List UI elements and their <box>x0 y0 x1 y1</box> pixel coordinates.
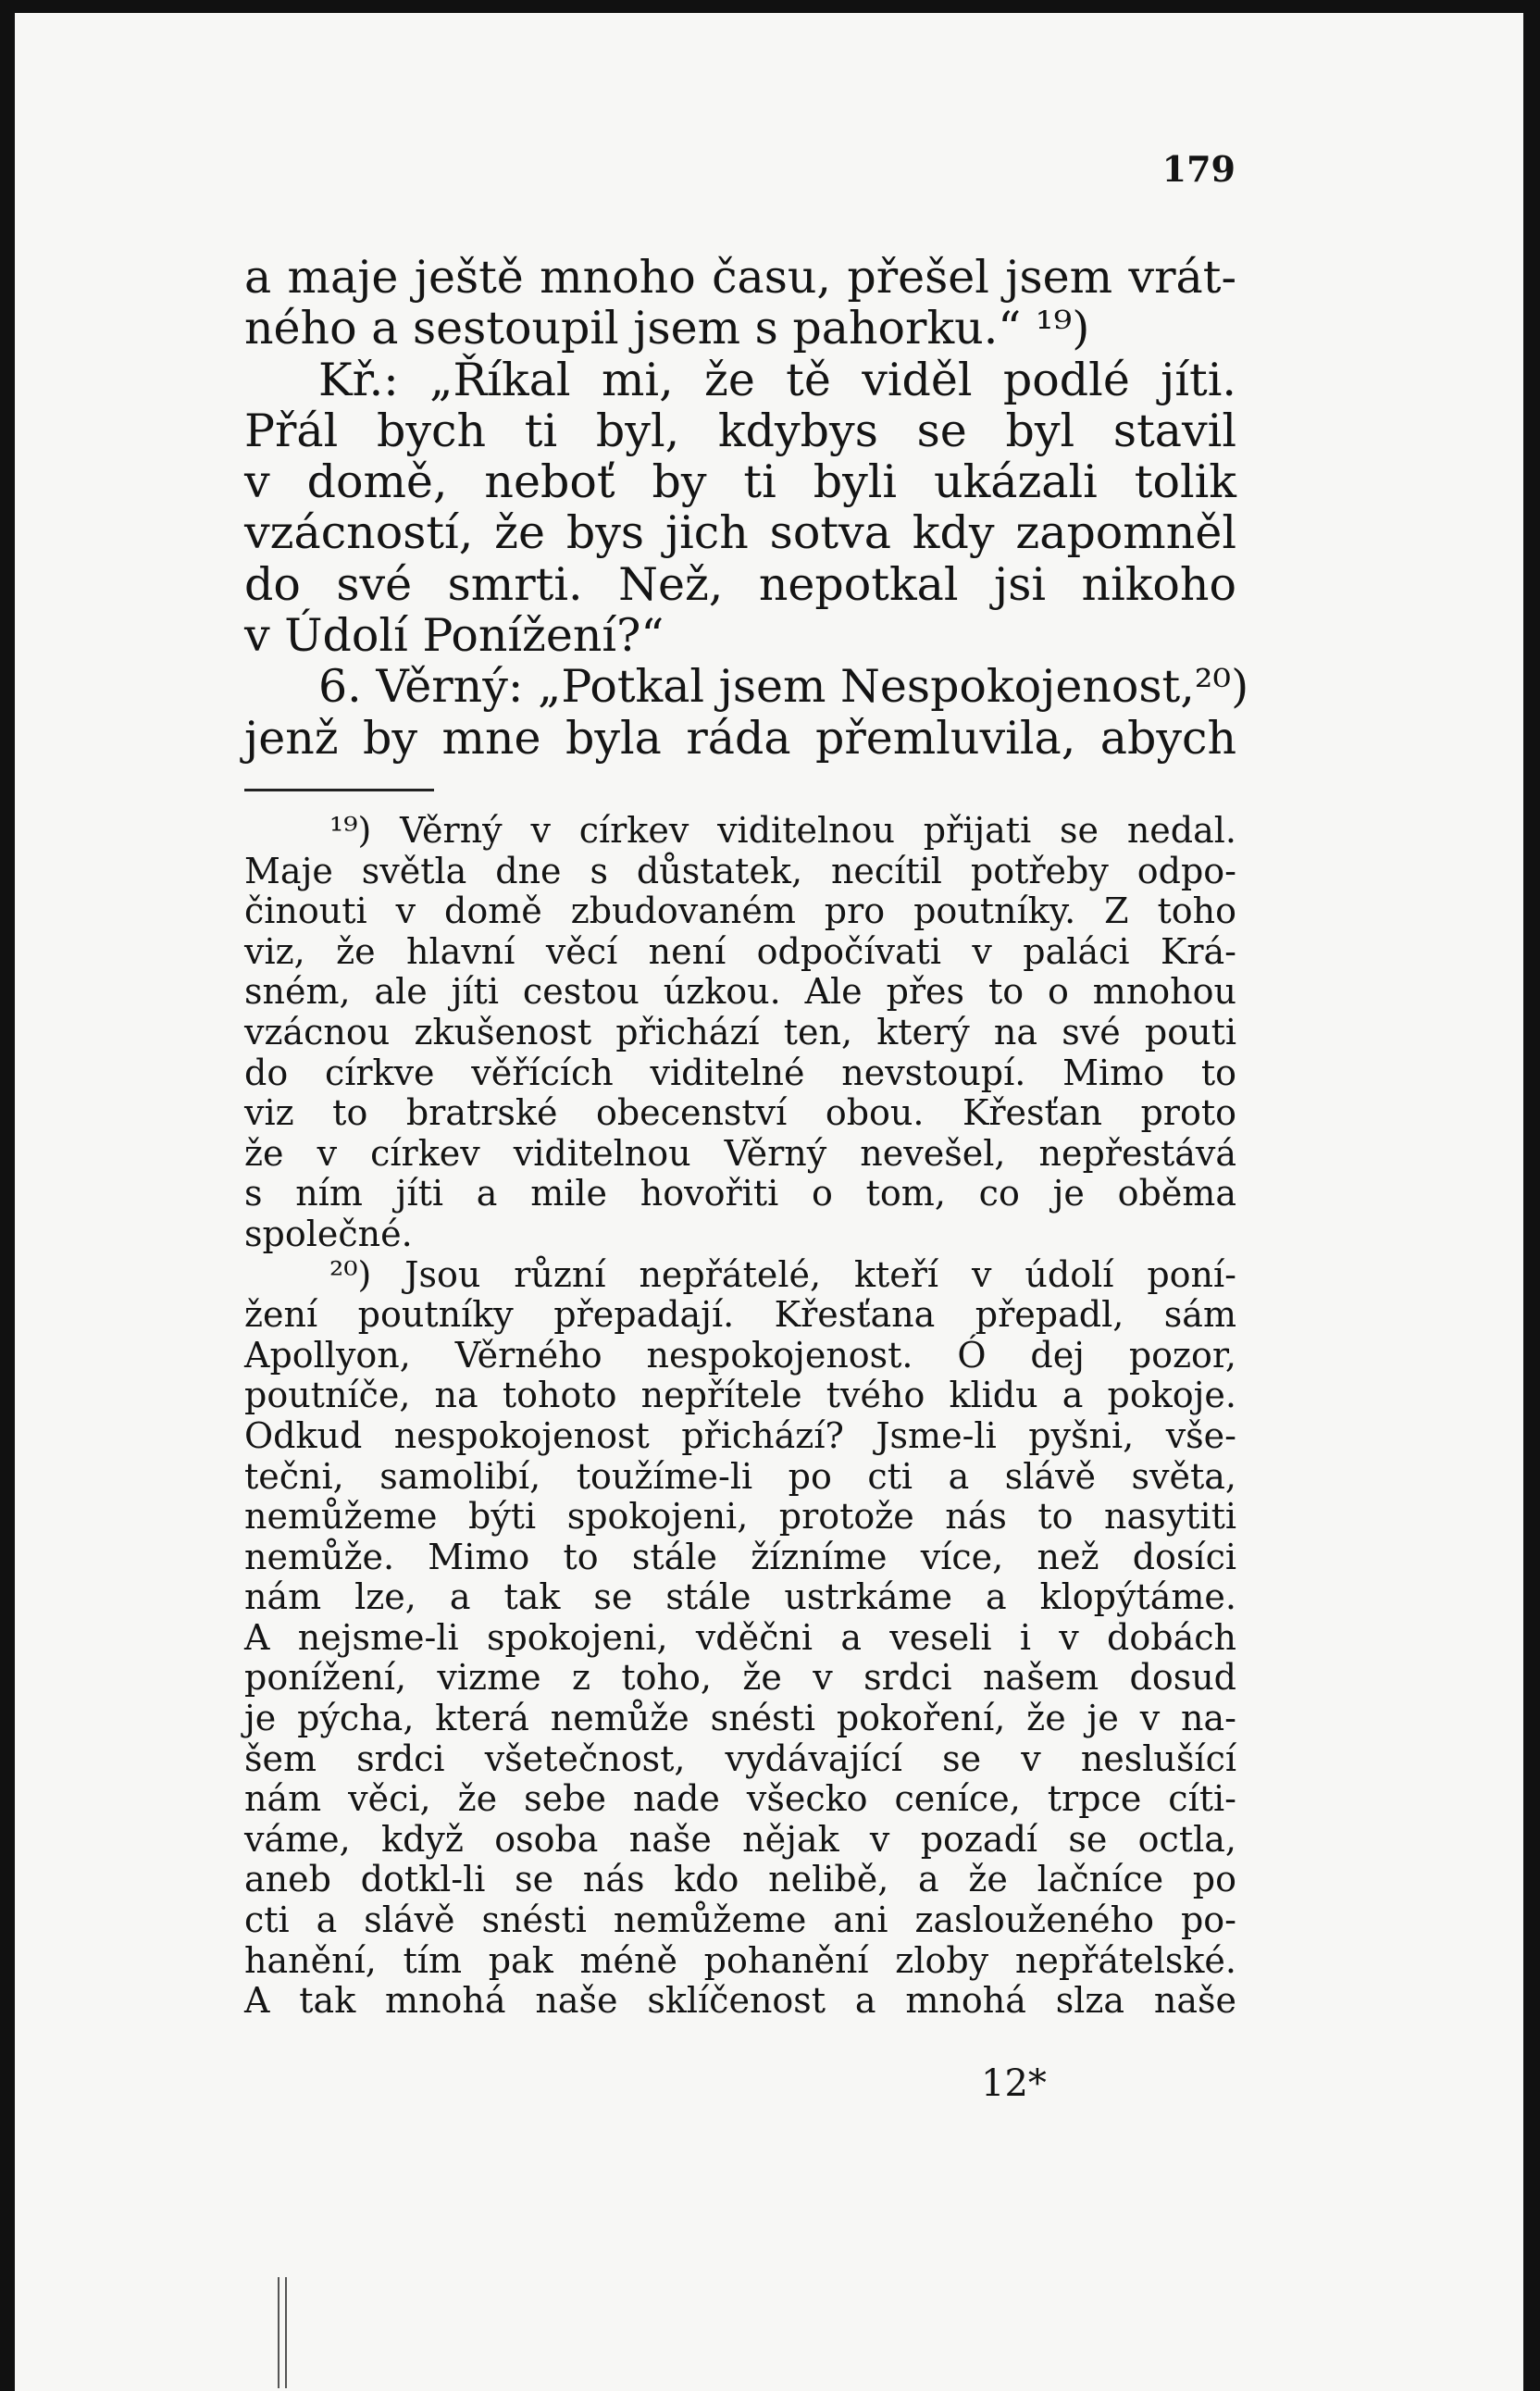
binding-marks <box>278 2277 305 2388</box>
scan-border-left <box>0 0 15 2391</box>
text-line: do své smrti. Než, nepotkal jsi nikoho <box>244 557 1236 611</box>
footnote-line: cti a slávě snésti nemůžeme ani zaslouženého po- <box>244 1899 1236 1941</box>
footnote-line: A tak mnohá naše sklíčenost a mnohá slza naše <box>244 1980 1236 2022</box>
footnote-line: vzácnou zkušenost přichází ten, který na své pouti <box>244 1011 1236 1052</box>
text-line: 6. Věrný: „Potkal jsem Nespokojenost,²⁰) <box>318 660 1249 714</box>
text-line: v Údolí Ponížení?“ <box>244 609 664 663</box>
footnote-line: aneb dotkl-li se nás kdo nelibě, a že lačníce po <box>244 1859 1236 1900</box>
scan-border-right <box>1523 0 1540 2391</box>
footnote-line: Odkud nespokojenost přichází? Jsme-li pyšni, vše- <box>244 1414 1236 1456</box>
footnote-line: A nejsme-li spokojeni, vděčni a veseli i v dobách <box>244 1616 1236 1658</box>
footnote-separator <box>244 789 434 791</box>
footnote-line: viz, že hlavní věcí není odpočívati v paláci Krá- <box>244 930 1236 972</box>
footnote-line: ²⁰) Jsou různí nepřátelé, kteří v údolí poní- <box>329 1253 1236 1295</box>
text-line: v domě, neboť by ti byli ukázali tolik <box>244 455 1236 509</box>
footnote-line: hanění, tím pak méně pohanění zloby nepřátelské. <box>244 1939 1236 1981</box>
footnote-line: poutníče, na tohoto nepřítele tvého klidu a pokoje. <box>244 1375 1236 1416</box>
footnote-line: šem srdci všetečnost, vydávající se v neslušící <box>244 1737 1236 1779</box>
footnote-line: do církve věřících viditelné nevstoupí. Mimo to <box>244 1052 1236 1093</box>
scan-border-top <box>0 0 1540 13</box>
footnote-line: váme, když osoba naše nějak v pozadí se octla, <box>244 1818 1236 1860</box>
text-line: Přál bych ti byl, kdybys se byl stavil <box>244 404 1236 457</box>
footnote-line: s ním jíti a mile hovořiti o tom, co je oběma <box>244 1173 1236 1214</box>
footnote-line: tečni, samolibí, toužíme-li po cti a slávě světa, <box>244 1455 1236 1497</box>
page-number: 179 <box>1161 148 1236 190</box>
text-line: jenž by mne byla ráda přemluvila, abych <box>244 711 1236 765</box>
footnote-line: Apollyon, Věrného nespokojenost. Ó dej pozor, <box>244 1334 1236 1376</box>
footnote-line: žení poutníky přepadají. Křesťana přepadl, sám <box>244 1294 1236 1336</box>
signature-mark: 12* <box>981 2062 1047 2105</box>
text-line: ného a sestoupil jsem s pahorku.“ ¹⁹) <box>244 302 1090 355</box>
text-line: vzácností, že bys jich sotva kdy zapomněl <box>244 506 1236 560</box>
footnote-line: činouti v domě zbudovaném pro poutníky. Z toho <box>244 890 1236 932</box>
footnote-line: společné. <box>244 1213 413 1254</box>
footnote-line: viz to bratrské obecenství obou. Křesťan proto <box>244 1092 1236 1134</box>
footnote-line: nám lze, a tak se stále ustrkáme a klopýtáme. <box>244 1576 1236 1618</box>
main-text-block <box>244 251 1249 765</box>
footnote-line: nemůže. Mimo to stále žízníme více, než dosíci <box>244 1536 1236 1577</box>
footnote-line: nám věci, že sebe nade všecko ceníce, trpce cíti- <box>244 1778 1236 1820</box>
text-line: Kř.: „Říkal mi, že tě viděl podlé jíti. <box>318 353 1236 406</box>
footnote-line: ¹⁹) Věrný v církev viditelnou přijati se nedal. <box>329 810 1236 851</box>
footnote-line: je pýcha, která nemůže snésti pokoření, že je v na- <box>244 1698 1236 1739</box>
footnote-line: že v církev viditelnou Věrný nevešel, nepřestává <box>244 1132 1236 1174</box>
footnote-line: sném, ale jíti cestou úzkou. Ale přes to o mnohou <box>244 971 1236 1013</box>
text-line: a maje ještě mnoho času, přešel jsem vrát- <box>244 251 1236 304</box>
footnote-line: nemůžeme býti spokojeni, protože nás to nasytiti <box>244 1496 1236 1538</box>
footnotes-block <box>244 811 1236 2022</box>
footnote-line: ponížení, vizme z toho, že v srdci našem dosud <box>244 1657 1236 1699</box>
footnote-line: Maje světla dne s důstatek, necítil potřeby odpo- <box>244 850 1236 891</box>
